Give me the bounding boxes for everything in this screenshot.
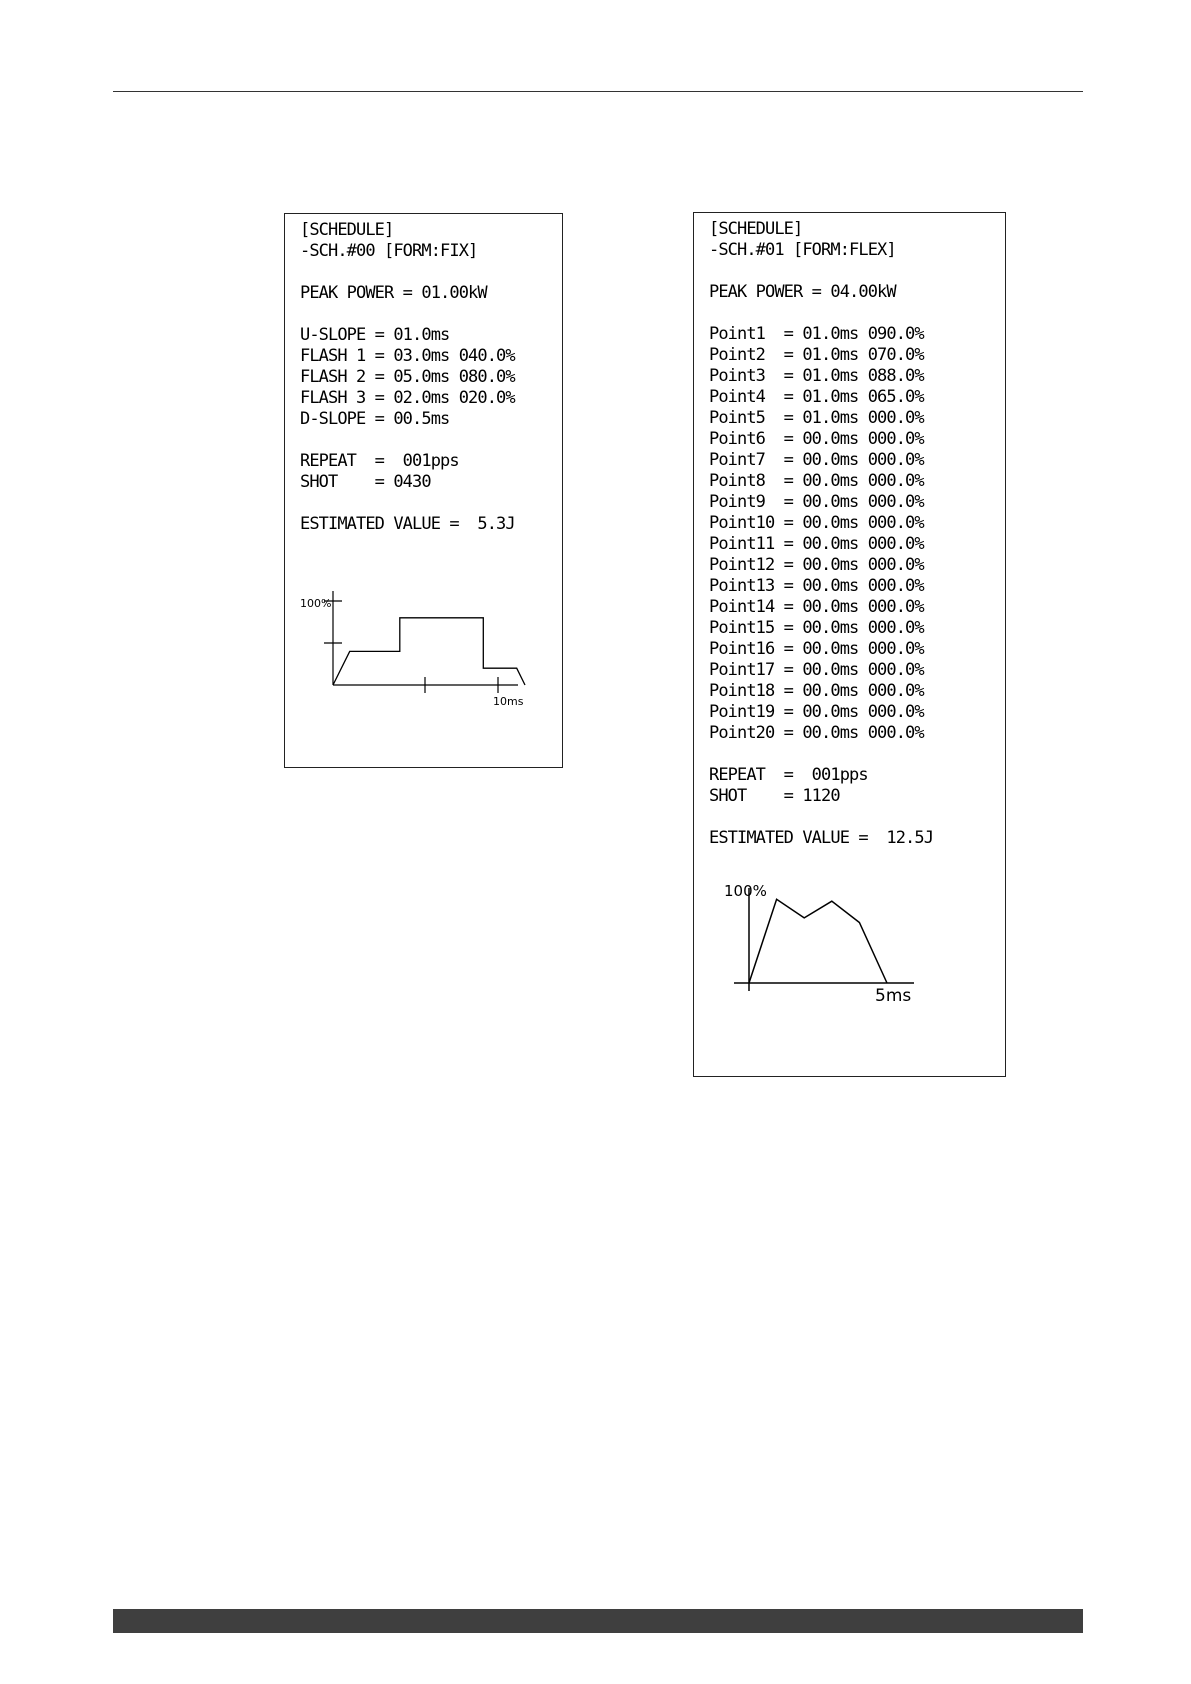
printout-lines bbox=[300, 220, 515, 535]
printout-line: D-SLOPE = 00.5ms bbox=[300, 409, 450, 429]
printout-line: [SCHEDULE] bbox=[709, 219, 803, 239]
x-axis-label: 5ms bbox=[875, 986, 912, 1006]
waveform-line bbox=[749, 899, 887, 983]
printout-line: Point4 = 01.0ms 065.0% bbox=[709, 387, 924, 407]
y-axis-label: 100% bbox=[724, 882, 767, 900]
printout-line bbox=[300, 262, 515, 283]
waveform-graph-flex bbox=[719, 863, 949, 1006]
printout-line: SHOT = 1120 bbox=[709, 786, 840, 806]
printout-line: Point20 = 00.0ms 000.0% bbox=[709, 723, 924, 743]
header-rule bbox=[113, 91, 1083, 92]
printout-line: Point15 = 00.0ms 000.0% bbox=[709, 618, 924, 638]
printout-lines bbox=[709, 219, 933, 849]
printout-line: Point13 = 00.0ms 000.0% bbox=[709, 576, 924, 596]
printout-line: Point11 = 00.0ms 000.0% bbox=[709, 534, 924, 554]
printout-line: Point17 = 00.0ms 000.0% bbox=[709, 660, 924, 680]
printout-line: Point8 = 00.0ms 000.0% bbox=[709, 471, 924, 491]
printout-line bbox=[300, 493, 515, 514]
footer-bar bbox=[113, 1609, 1083, 1633]
printout-line: REPEAT = 001pps bbox=[709, 765, 868, 785]
printout-line: FLASH 3 = 02.0ms 020.0% bbox=[300, 388, 515, 408]
printout-line: ESTIMATED VALUE = 5.3J bbox=[300, 514, 515, 534]
printout-line: Point14 = 00.0ms 000.0% bbox=[709, 597, 924, 617]
printout-line: Point7 = 00.0ms 000.0% bbox=[709, 450, 924, 470]
printout-line: SHOT = 0430 bbox=[300, 472, 431, 492]
printout-line: Point6 = 00.0ms 000.0% bbox=[709, 429, 924, 449]
printout-line bbox=[709, 744, 933, 765]
printout-line: PEAK POWER = 04.00kW bbox=[709, 282, 896, 302]
printout-line: -SCH.#00 [FORM:FIX] bbox=[300, 241, 478, 261]
printout-line: Point5 = 01.0ms 000.0% bbox=[709, 408, 924, 428]
schedule-printout-flex bbox=[693, 212, 1006, 1077]
printout-line: [SCHEDULE] bbox=[300, 220, 394, 240]
printout-line: Point18 = 00.0ms 000.0% bbox=[709, 681, 924, 701]
printout-line: -SCH.#01 [FORM:FLEX] bbox=[709, 240, 896, 260]
printout-line: FLASH 1 = 03.0ms 040.0% bbox=[300, 346, 515, 366]
schedule-printout-fix bbox=[284, 213, 563, 768]
printout-line bbox=[709, 261, 933, 282]
printout-line: Point10 = 00.0ms 000.0% bbox=[709, 513, 924, 533]
printout-line: FLASH 2 = 05.0ms 080.0% bbox=[300, 367, 515, 387]
x-axis-label: 10ms bbox=[493, 695, 524, 708]
waveform-graph-fix bbox=[298, 589, 528, 708]
printout-line: Point1 = 01.0ms 090.0% bbox=[709, 324, 924, 344]
printout-line: REPEAT = 001pps bbox=[300, 451, 459, 471]
printout-line: Point16 = 00.0ms 000.0% bbox=[709, 639, 924, 659]
printout-line: ESTIMATED VALUE = 12.5J bbox=[709, 828, 934, 848]
printout-line: Point9 = 00.0ms 000.0% bbox=[709, 492, 924, 512]
printout-line: Point3 = 01.0ms 088.0% bbox=[709, 366, 924, 386]
printout-line: PEAK POWER = 01.00kW bbox=[300, 283, 487, 303]
printout-line: U-SLOPE = 01.0ms bbox=[300, 325, 450, 345]
printout-line: Point19 = 00.0ms 000.0% bbox=[709, 702, 924, 722]
printout-line bbox=[709, 303, 933, 324]
printout-line bbox=[300, 304, 515, 325]
waveform-line bbox=[333, 618, 525, 685]
printout-line bbox=[300, 430, 515, 451]
y-axis-label: 100% bbox=[300, 597, 332, 610]
printout-line bbox=[709, 807, 933, 828]
printout-line: Point12 = 00.0ms 000.0% bbox=[709, 555, 924, 575]
printout-line: Point2 = 01.0ms 070.0% bbox=[709, 345, 924, 365]
